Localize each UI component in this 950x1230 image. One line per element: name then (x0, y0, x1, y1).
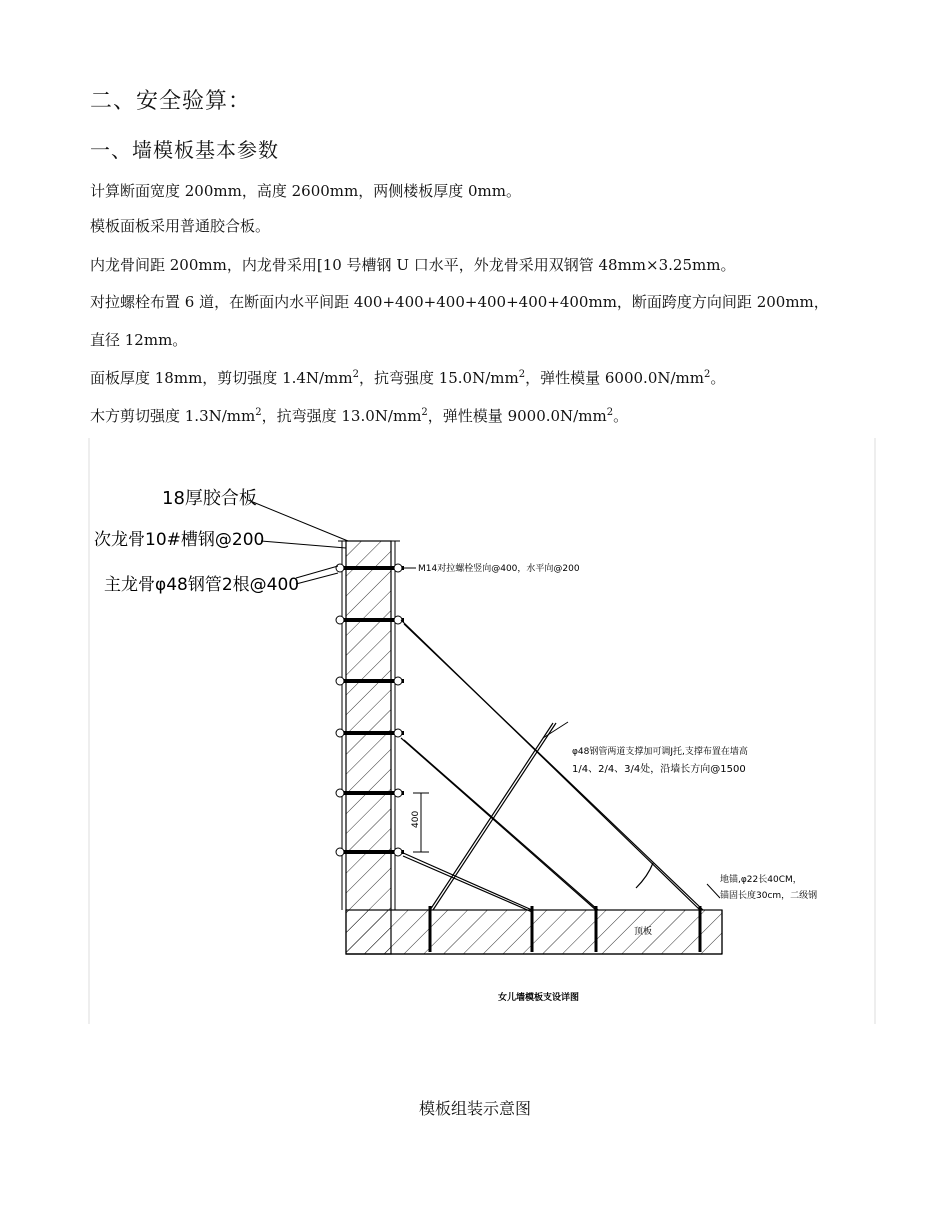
paragraph-timber-strength: 木方剪切强度 $1.3N/mm^2$，抗弯强度 $13.0N/mm^2$，弹性模量 $9000.0N/mm^2$。 (90, 407, 629, 425)
section-heading: 二、安全验算： (90, 89, 252, 114)
figure-caption: 模板组装示意图 (418, 1099, 531, 1118)
paragraph-panel-strength: 面板厚度 18mm，剪切强度 $1.4N/mm^2$，抗弯强度 $15.0N/mm^2$，弹性模量 $6000.0N/mm^2$。 (90, 369, 726, 387)
paragraph-bolts-line2: 直径 12mm。 (90, 331, 188, 349)
subsection-heading: 一、墙模板基本参数 (90, 138, 279, 162)
leader-lines (248, 500, 720, 898)
label-anchor-line2: 锚固长度30cm，二级钢 (720, 891, 818, 901)
label-brace-line1: φ48钢管两道支撑加可调J托,支撑布置在墙高 (572, 747, 748, 757)
formwork-drawing (88, 438, 876, 1024)
label-anchor-line1: 地锚,φ22长40CM， (720, 875, 802, 885)
label-tie-bolt: M14对拉螺栓竖向@400，水平向@200 (418, 564, 580, 574)
label-plywood: 18厚胶合板 (162, 488, 257, 509)
label-brace-line2: 1/4、2/4、3/4处，沿墙长方向@1500 (572, 764, 746, 775)
drawing-title: 女儿墙模板支设详图 (498, 993, 580, 1003)
paragraph-keel: 内龙骨间距 200mm，内龙骨采用[10 号槽钢 U 口水平，外龙骨采用双钢管 48mm×3.25mm。 (90, 256, 736, 274)
dimension-label: 400 (411, 810, 421, 828)
label-slab: 顶板 (634, 927, 653, 937)
label-secondary-keel: 次龙骨10#槽钢@200 (94, 530, 265, 550)
label-main-keel: 主龙骨φ48钢管2根@400 (104, 575, 300, 595)
paragraph-bolts-line1: 对拉螺栓布置 6 道，在断面内水平间距 400+400+400+400+400+400mm，断面跨度方向间距 200mm， (90, 293, 829, 311)
paragraph-section-size: 计算断面宽度 200mm，高度 2600mm，两侧楼板厚度 0mm。 (90, 182, 521, 200)
paragraph-panel-material: 模板面板采用普通胶合板。 (90, 217, 271, 235)
